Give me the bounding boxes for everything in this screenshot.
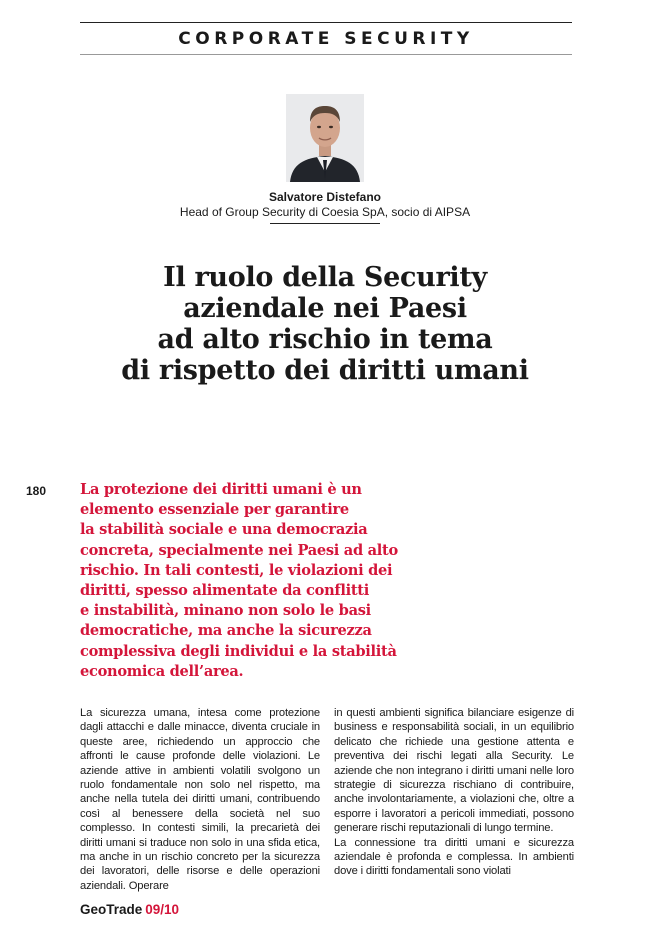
lead-line: La protezione dei diritti umani è un	[80, 481, 362, 498]
lead-line: e instabilità, minano non solo le basi	[80, 602, 371, 620]
author-photo	[286, 94, 364, 182]
header-top-rule	[80, 22, 572, 23]
section-title: CORPORATE SECURITY	[178, 29, 474, 49]
body-paragraph: La sicurezza umana, intesa come protezione dagli attacchi e dalle minacce, diventa cruciale in queste aree, richiedendo un approccio che affronti le cause profonde delle violazioni. Le aziende attive in ambienti volatili svolgono un ruolo fondamentale non solo nel rispetto, ma anche nella tutela dei diritti umani, contribuendo così al benessere della società nel suo complesso. In contesti simili, la precarietà dei diritti umani si traduce non solo in una sfida etica, ma anche in un rischio concreto per la sicurezza dei lavoratori, delle risorse e delle operazioni aziendali. Operare	[80, 707, 320, 892]
title-line: Il ruolo della Security	[163, 262, 487, 293]
lead-line: la stabilità sociale e una democrazia	[80, 521, 368, 539]
issue-number: 09/10	[145, 902, 180, 917]
page-number: 180	[26, 484, 47, 498]
lead-line: complessiva degli individui e la stabilità	[80, 642, 397, 660]
lead-line: democratiche, ma anche la sicurezza	[80, 622, 372, 640]
author-name: Salvatore Distefano	[268, 190, 382, 204]
body-column-left	[80, 706, 320, 893]
lead-line: elemento essenziale per garantire	[80, 501, 349, 519]
lead-line: rischio. In tali contesti, le violazioni dei	[80, 561, 393, 579]
author-role: Head of Group Security di Coesia SpA, socio di AIPSA	[179, 205, 471, 219]
footer	[80, 902, 179, 917]
title-line: di rispetto dei diritti umani	[121, 355, 529, 386]
lead-line: concreta, specialmente nei Paesi ad alto	[80, 541, 398, 559]
lead-paragraph	[80, 480, 440, 682]
body-paragraph: in questi ambienti significa bilanciare esigenze di business e responsabilità sociali, in un equilibrio delicato che richiede una gestione attenta e preventiva dei rischi legati alla Security. Le aziende che non integrano i diritti umani nelle loro strategie di sicurezza rischiano di contribuire, anche involontariamente, a violazioni che, oltre a esporre i lavoratori a pericoli immediati, possono generare rischi reputazionali di lungo termine.	[334, 707, 574, 835]
header-bottom-rule	[80, 54, 572, 55]
lead-line: diritti, spesso alimentate da conflitti	[80, 582, 369, 600]
lead-line: economica dell’area.	[80, 662, 244, 680]
author-divider	[270, 223, 380, 224]
magazine-brand: GeoTrade	[80, 902, 143, 917]
body-paragraph: La connessione tra diritti umani e sicurezza aziendale è profonda e complessa. In ambienti dove i diritti fondamentali sono violati	[334, 836, 574, 878]
title-line: aziendale nei Paesi	[183, 293, 467, 324]
article-title	[60, 262, 590, 386]
title-line: ad alto rischio in tema	[157, 324, 493, 355]
body-column-right	[334, 706, 574, 879]
